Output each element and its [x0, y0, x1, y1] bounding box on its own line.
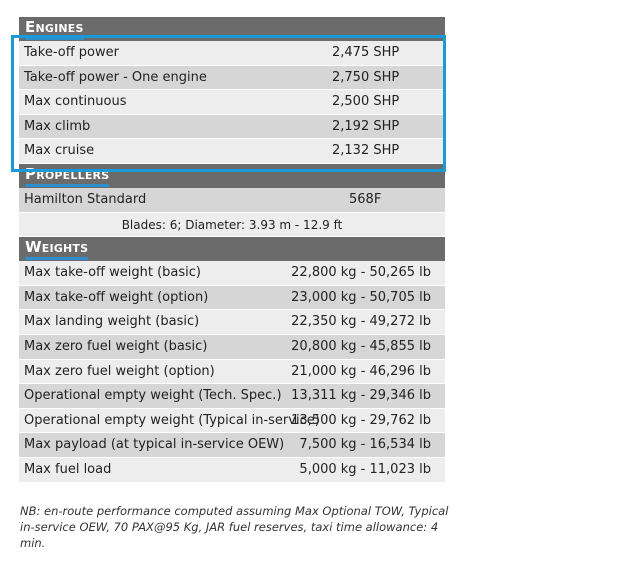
weights-header	[19, 237, 445, 261]
specs-table	[19, 17, 445, 483]
row-value: 23,000 kg - 50,705 lb	[291, 289, 431, 305]
row-value: 22,800 kg - 50,265 lb	[291, 265, 431, 281]
propeller-model: 568F	[349, 191, 382, 207]
row-value: 20,800 kg - 45,855 lb	[291, 338, 431, 354]
row-value: 2,192 SHP	[332, 118, 400, 134]
weight-row	[19, 360, 445, 385]
weights-rows	[19, 261, 445, 482]
row-value: 21,000 kg - 46,296 lb	[291, 363, 431, 379]
row-label: Max landing weight (basic)	[24, 314, 200, 330]
row-value: 2,475 SHP	[332, 45, 400, 60]
propeller-maker: Hamilton Standard	[24, 191, 147, 207]
engine-row	[19, 90, 445, 115]
row-label: Take-off power - One engine	[24, 69, 207, 85]
engine-row	[19, 139, 445, 164]
row-value: 13,500 kg - 29,762 lb	[291, 412, 431, 428]
row-label: Max cruise	[24, 143, 95, 159]
row-value: 2,500 SHP	[332, 94, 400, 110]
weights-title: WEIGHTS	[25, 240, 88, 260]
weight-row	[19, 433, 445, 458]
weight-row	[19, 310, 445, 335]
footnote: NB: en-route performance computed assuming Max Optional TOW, Typical in-service OEW, 70 PAX@95 Kg, JAR fuel reserves, taxi time allowance: 4 min.	[20, 504, 449, 550]
engines-title: ENGINES	[25, 20, 84, 40]
row-value: 5,000 kg - 11,023 lb	[299, 461, 431, 477]
row-label: Max continuous	[24, 94, 127, 110]
row-label: Max payload (at typical in-service OEW)	[24, 437, 285, 453]
row-label: Max fuel load	[24, 461, 112, 477]
propeller-row	[19, 188, 445, 213]
row-value: 22,350 kg - 49,272 lb	[291, 314, 431, 330]
weight-row	[19, 261, 445, 286]
weight-row	[19, 458, 445, 483]
propellers-rows	[19, 188, 445, 237]
propeller-details: Blades: 6; Diameter: 3.93 m - 12.9 ft	[121, 217, 343, 232]
engine-row	[19, 115, 445, 140]
engines-rows	[19, 41, 445, 164]
row-label: Operational empty weight (Typical in-service)	[24, 412, 320, 428]
weight-row	[19, 286, 445, 311]
engine-row	[19, 41, 445, 66]
row-label: Max take-off weight (basic)	[24, 265, 201, 281]
row-label: Max zero fuel weight (option)	[24, 363, 215, 379]
propellers-title: PROPELLERS	[25, 167, 109, 187]
weight-row	[19, 335, 445, 360]
row-value: 7,500 kg - 16,534 lb	[299, 437, 431, 453]
propellers-header	[19, 164, 445, 188]
row-label: Take-off power	[24, 45, 119, 60]
engine-row	[19, 66, 445, 91]
engines-header	[19, 17, 445, 41]
row-label: Max zero fuel weight (basic)	[24, 338, 208, 354]
row-label: Max climb	[24, 118, 91, 134]
propeller-details-row	[19, 213, 445, 238]
weight-row	[19, 384, 445, 409]
row-value: 2,132 SHP	[332, 143, 400, 159]
row-label: Operational empty weight (Tech. Spec.)	[24, 388, 282, 404]
weight-row	[19, 409, 445, 434]
row-value: 13,311 kg - 29,346 lb	[291, 388, 431, 404]
row-label: Max take-off weight (option)	[24, 289, 209, 305]
row-value: 2,750 SHP	[332, 69, 400, 85]
